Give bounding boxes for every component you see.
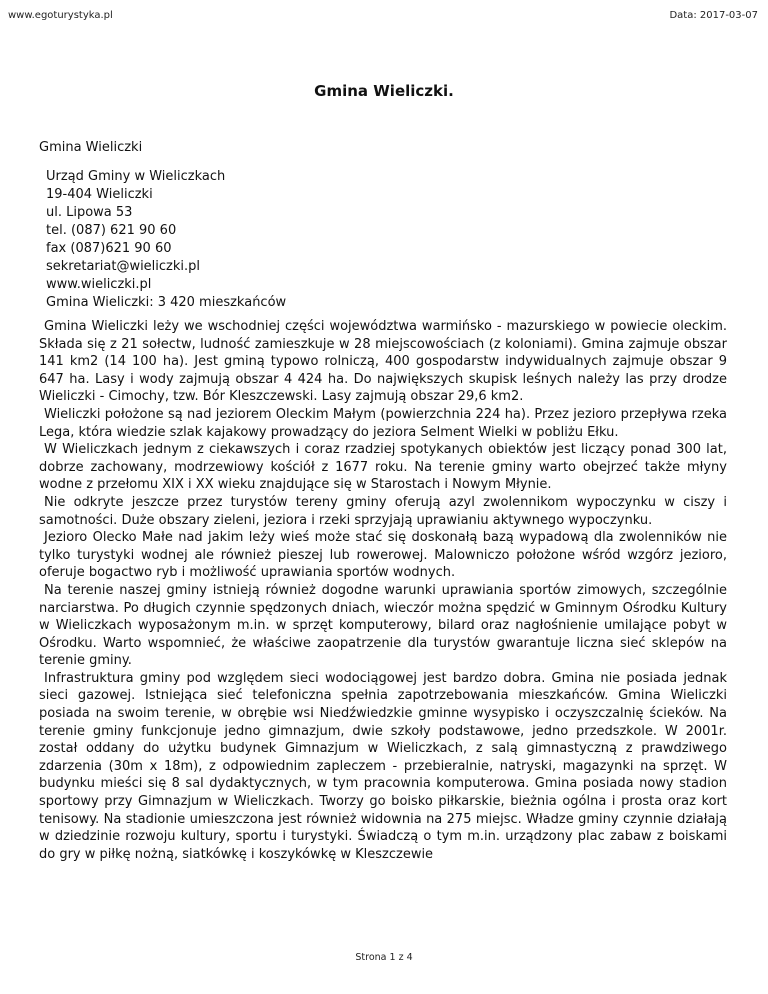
page-title: Gmina Wieliczki. (314, 82, 454, 100)
paragraph: Wieliczki położone są nad jeziorem Oleckim Małym (powierzchnia 224 ha). Przez jezioro przepływa rzeka Lega, która wiedzie szlak kajakowy prowadzący do jeziora Selment Wielki w pobliżu Ełku. (39, 406, 727, 440)
paragraph: Infrastruktura gminy pod względem sieci wodociągowej jest bardzo dobra. Gmina nie posiada jednak sieci gazowej. Istniejąca sieć telefoniczna spełnia zapotrzebowania mieszkańców. Gmina Wieliczki posiada na swoim terenie, w obrębie wsi Niedźwiedzkie gminne wysypisko i oczyszczalnię ścieków. Na terenie gminy funkcjonuje jedno gimnazjum, dwie szkoły podstawowe, jedno przedszkole. W 2001r. został oddany do użytku budynek Gimnazjum w Wieliczkach, z salą gimnastyczną z prawdziwego zdarzenia (30m x 18m), z odpowiednim zapleczem - przebieralnie, natryski, magazynki na sprzęt. W budynku mieści się 8 sal dydaktycznych, w tym pracownia komputerowa. Gmina posiada nowy stadion sportowy przy Gimnazjum w Wieliczkach. Tworzy go boisko piłkarskie, bieżnia ogólna i prosta oraz kort tenisowy. Na stadionie umieszczona jest również widownia na 275 miejsc. Władze gminy czynnie działają w dziedzinie rozwoju kultury, sportu i turystyki. Świadczą o tym m.in. urządzony plac zabaw z boiskami do gry w piłkę nożną, siatkówkę i koszykówkę w Kleszczewie (39, 670, 727, 862)
address-postal: 19-404 Wieliczki (46, 187, 153, 202)
intro-heading: Gmina Wieliczki (39, 140, 143, 155)
address-block (46, 168, 286, 312)
paragraph: Nie odkryte jeszcze przez turystów tereny gminy oferują azyl zwolennikom wypoczynku w ciszy i samotności. Duże obszary zieleni, jeziora i rzeki sprzyjają uprawianiu aktywnego wypoczynku. (39, 494, 727, 528)
address-population: Gmina Wieliczki: 3 420 mieszkańców (46, 295, 287, 310)
address-street: ul. Lipowa 53 (46, 205, 133, 220)
paragraph: Na terenie naszej gminy istnieją również dogodne warunki uprawiania sportów zimowych, szczególnie narciarstwa. Po długich czynnie spędzonych dniach, wieczór można spędzić w Gminnym Ośrodku Kultury w Wieliczkach wyposażonym m.in. w sprzęt komputerowy, bilard oraz nagłośnienie umilające pobyt w Ośrodku. Warto wspomnieć, że właściwe zaopatrzenie dla turystów gwarantuje liczna sieć sklepów na terenie gminy. (39, 582, 727, 669)
document-date: Data: 2017-03-07 (669, 10, 758, 21)
body-text (39, 318, 727, 863)
address-email: sekretariat@wieliczki.pl (46, 259, 201, 274)
paragraph: Gmina Wieliczki leży we wschodniej części województwa warmińsko - mazurskiego w powiecie oleckim. Składa się z 21 sołectw, ludność zamieszkuje w 28 miejscowościach (z koloniami). Gmina zajmuje obszar 141 km2 (14 100 ha). Jest gminą typowo rolniczą, 400 gospodarstw indywidualnych zajmuje obszar 9 647 ha. Lasy i wody zajmują obszar 4 424 ha. Do największych skupisk leśnych należy las przy drodze Wieliczki - Cimochy, tzw. Bór Kleszczewski. Lasy zajmują obszar 29,6 km2. (39, 319, 727, 405)
paragraph: W Wieliczkach jednym z ciekawszych i coraz rzadziej spotykanych obiektów jest liczący ponad 300 lat, dobrze zachowany, modrzewiowy kościół z 1677 roku. Na terenie gminy warto obejrzeć także młyny wodne z przełomu XIX i XX wieku znajdujące się w Starostach i Nowym Młynie. (39, 442, 727, 493)
address-fax: fax (087)621 90 60 (46, 241, 172, 256)
address-website: www.wieliczki.pl (46, 277, 152, 292)
address-phone: tel. (087) 621 90 60 (46, 223, 177, 238)
paragraph: Jezioro Olecko Małe nad jakim leży wieś może stać się doskonałą bazą wypadową dla zwolenników nie tylko turystyki wodnej ale również pieszej lub rowerowej. Malowniczo położone wśród wzgórz jezioro, oferuje bogactwo ryb i możliwość uprawiania sportów wodnych. (39, 530, 727, 581)
address-office: Urząd Gminy w Wieliczkach (46, 169, 226, 184)
page-number: Strona 1 z 4 (355, 952, 413, 963)
site-url: www.egoturystyka.pl (8, 10, 113, 21)
